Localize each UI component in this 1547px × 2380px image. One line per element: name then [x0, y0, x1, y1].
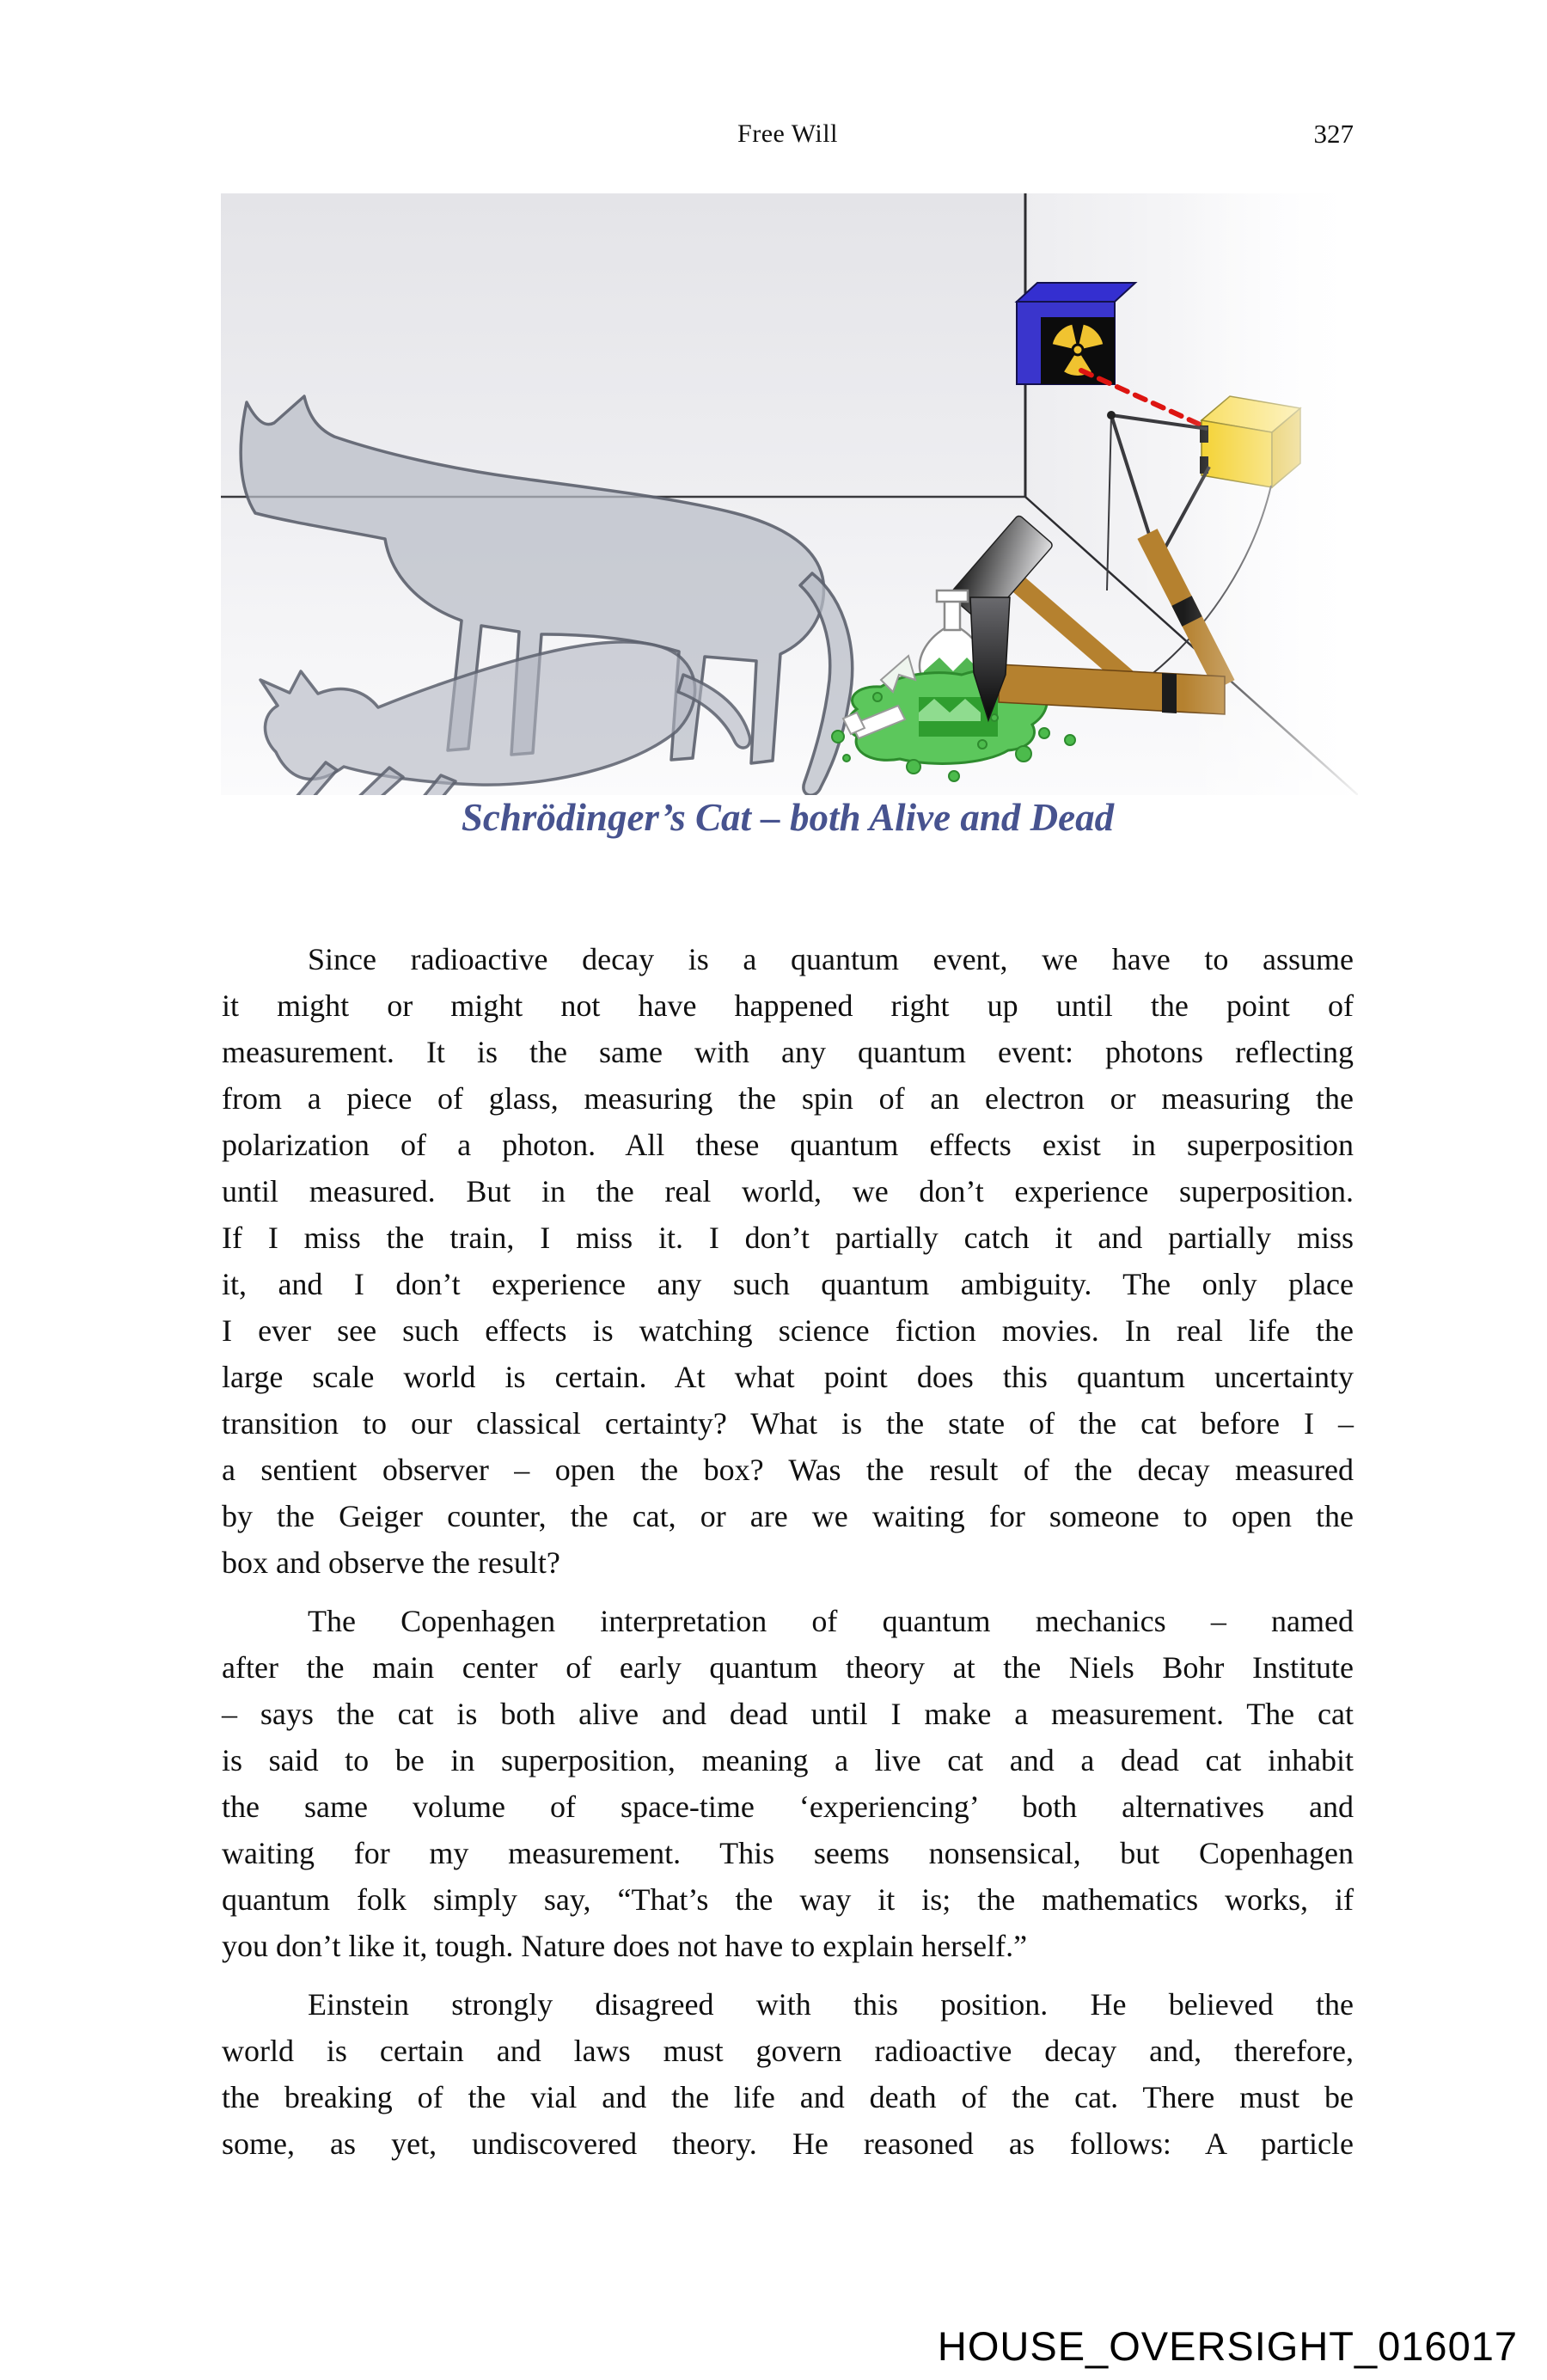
text-line: large scale world is certain. At what point does this quantum uncertainty — [222, 1360, 1354, 1394]
paragraph-1 — [222, 936, 1354, 1586]
text-line: a sentient observer – open the box? Was the result of the decay measured — [222, 1453, 1354, 1487]
text-line: the same volume of space-time ‘experiencing’ both alternatives and — [222, 1790, 1354, 1824]
text-line: it, and I don’t experience any such quantum ambiguity. The only place — [222, 1267, 1354, 1301]
text-line: quantum folk simply say, “That’s the way it is; the mathematics works, if — [222, 1882, 1354, 1917]
text-line: Einstein strongly disagreed with this position. He believed the — [308, 1987, 1354, 2022]
text-line: some, as yet, undiscovered theory. He reasoned as follows: A particle — [222, 2126, 1354, 2161]
paragraph-3 — [222, 1981, 1354, 2167]
text-line: box and observe the result? — [222, 1545, 560, 1580]
bates-stamp-watermark: HOUSE_OVERSIGHT_016017 — [937, 2323, 1518, 2369]
text-line: Since radioactive decay is a quantum event, we have to assume — [308, 942, 1354, 976]
text-line: from a piece of glass, measuring the spin of an electron or measuring the — [222, 1081, 1354, 1116]
text-line: measurement. It is the same with any quantum event: photons reflecting — [222, 1035, 1354, 1069]
text-line: by the Geiger counter, the cat, or are we waiting for someone to open the — [222, 1499, 1354, 1533]
text-line: waiting for my measurement. This seems nonsensical, but Copenhagen — [222, 1836, 1354, 1870]
page-number: 327 — [1313, 119, 1354, 149]
text-line: until measured. But in the real world, we don’t experience superposition. — [222, 1174, 1354, 1208]
text-line: The Copenhagen interpretation of quantum mechanics – named — [308, 1604, 1354, 1638]
text-line: transition to our classical certainty? What is the state of the cat before I – — [222, 1406, 1354, 1441]
text-line: is said to be in superposition, meaning a live cat and a dead cat inhabit — [222, 1743, 1354, 1777]
text-line: after the main center of early quantum theory at the Niels Bohr Institute — [222, 1650, 1354, 1685]
text-line: you don’t like it, tough. Nature does not have to explain herself.” — [222, 1929, 1028, 1963]
text-line: polarization of a photon. All these quantum effects exist in superposition — [222, 1128, 1354, 1162]
figure-caption: Schrödinger’s Cat – both Alive and Dead — [461, 796, 1115, 839]
text-line: it might or might not have happened right up until the point of — [222, 988, 1354, 1023]
schrodinger-cat-figure — [221, 193, 1358, 795]
text-line: – says the cat is both alive and dead until I make a measurement. The cat — [222, 1697, 1354, 1731]
text-line: world is certain and laws must govern radioactive decay and, therefore, — [222, 2034, 1354, 2068]
body-text — [222, 936, 1354, 2179]
text-line: I ever see such effects is watching science fiction movies. In real life the — [222, 1313, 1354, 1348]
running-header-title: Free Will — [737, 119, 838, 148]
schrodinger-cat-illustration — [221, 193, 1358, 795]
paragraph-2 — [222, 1598, 1354, 1969]
text-line: the breaking of the vial and the life and death of the cat. There must be — [222, 2080, 1354, 2114]
text-line: If I miss the train, I miss it. I don’t partially catch it and partially miss — [222, 1221, 1354, 1255]
